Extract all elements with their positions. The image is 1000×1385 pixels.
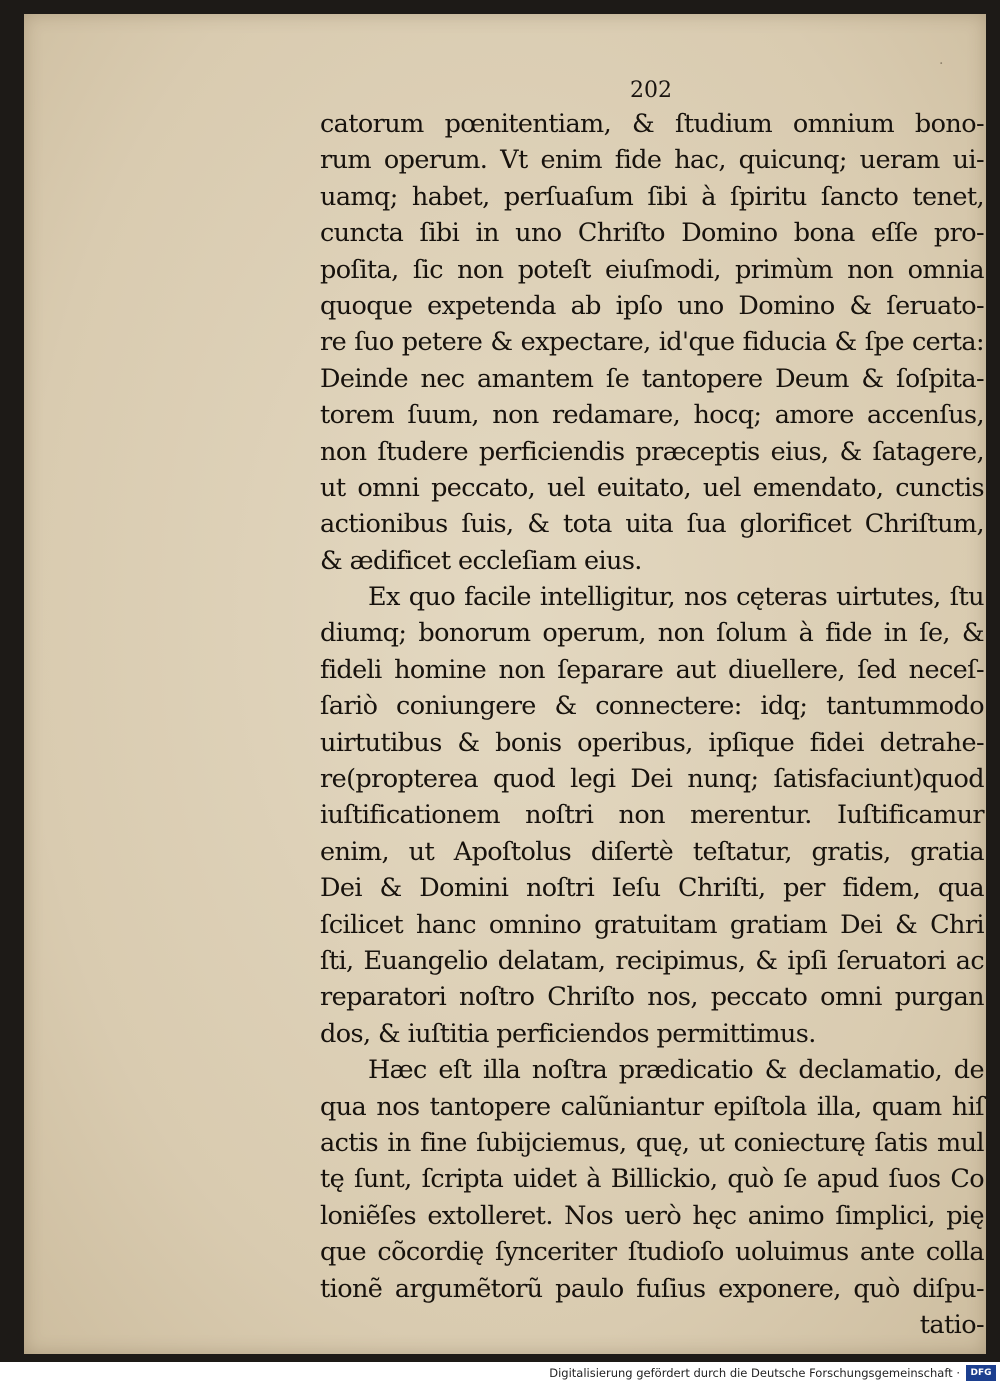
funding-notice: Digitalisierung gefördert durch die Deutsche Forschungsgemeinschaft · bbox=[549, 1366, 960, 1380]
text-line: actis in fine ſubijciemus, quę, ut coniecturę ſatis mul bbox=[320, 1127, 984, 1158]
text-line: re(propterea quod legi Dei nunq; ſatisfaciunt)quod bbox=[320, 764, 984, 795]
text-line: tę ſunt, ſcripta uidet à Billickio, quò ſe apud ſuos Co bbox=[320, 1164, 984, 1195]
text-line: fideli homine non ſeparare aut diuellere, ſed neceſ- bbox=[320, 654, 984, 685]
text-line: uirtutibus & bonis operibus, ipſique fidei detrahe- bbox=[320, 727, 984, 758]
text-line: Ex quo facile intelligitur, nos cęteras uirtutes, ſtu bbox=[368, 582, 984, 613]
text-line: Deinde nec amantem ſe tantopere Deum & ſoſpita- bbox=[320, 363, 984, 394]
text-line: que cõcordię ſynceriter ſtudioſo uoluimus ante colla bbox=[320, 1237, 984, 1268]
text-line: Hæc eſt illa noſtra prædicatio & declamatio, de bbox=[368, 1055, 984, 1086]
text-line: dos, & iuſtitia perficiendos permittimus. bbox=[320, 1018, 816, 1049]
text-line: loniẽſes extolleret. Nos uerò hęc animo ſimplici, pię bbox=[320, 1200, 984, 1231]
text-line: ſcilicet hanc omnino gratuitam gratiam Dei & Chri bbox=[320, 909, 984, 940]
text-line: enim, ut Apoſtolus diſertè teſtatur, gratis, gratia bbox=[320, 836, 984, 867]
text-line: actionibus ſuis, & tota uita ſua glorificet Chriſtum, bbox=[320, 509, 984, 540]
text-line: reparatori noſtro Chriſto nos, peccato omni purgan bbox=[320, 982, 984, 1013]
text-line: ſariò coniungere & connectere: idq; tantummodo bbox=[320, 691, 984, 722]
text-line: & ædificet eccleſiam eius. bbox=[320, 545, 642, 576]
footer-bar bbox=[0, 1362, 1000, 1385]
text-line: uamq; habet, perſuaſum ſibi à ſpiritu ſancto tenet, bbox=[320, 181, 984, 212]
text-line: Dei & Domini noſtri Ieſu Chriſti, per fidem, qua bbox=[320, 873, 984, 904]
body-text bbox=[320, 106, 984, 1343]
page-speck: · bbox=[939, 56, 944, 72]
text-line: qua nos tantopere calũniantur epiſtola illa, quam hiſ bbox=[320, 1091, 984, 1122]
text-line: quoque expetenda ab ipſo uno Domino & ſeruato- bbox=[320, 290, 984, 321]
catchword: tatio- bbox=[919, 1309, 984, 1340]
text-line: tionẽ argumẽtorũ paulo fuſius exponere, quò diſpu- bbox=[320, 1273, 984, 1304]
book-page bbox=[24, 14, 986, 1354]
text-line: catorum pœnitentiam, & ſtudium omnium bono- bbox=[320, 109, 984, 139]
text-line: ſti, Euangelio delatam, recipimus, & ipſi ſeruatori ac bbox=[320, 945, 984, 976]
text-line: non ſtudere perficiendis præceptis eius, & ſatagere, bbox=[320, 436, 984, 467]
text-line: cuncta ſibi in uno Chriſto Domino bona eſſe pro- bbox=[320, 218, 984, 249]
text-line: torem ſuum, non redamare, hocq; amore accenſus, bbox=[320, 400, 984, 431]
text-line: ut omni peccato, uel euitato, uel emendato, cunctis bbox=[320, 472, 984, 503]
dfg-logo: DFG bbox=[966, 1365, 996, 1381]
text-line: diumq; bonorum operum, non ſolum à fide in ſe, & bbox=[320, 618, 984, 649]
text-line: re ſuo petere & expectare, id'que fiducia & ſpe certa: bbox=[320, 327, 984, 358]
text-line: iuſtificationem noſtri non merentur. Iuſtificamur bbox=[320, 800, 984, 831]
page-number: 202 bbox=[630, 78, 672, 103]
text-line: poſita, ſic non poteſt eiuſmodi, primùm non omnia bbox=[320, 254, 984, 285]
text-line: rum operum. Vt enim fide hac, quicunq; ueram ui- bbox=[320, 145, 984, 176]
